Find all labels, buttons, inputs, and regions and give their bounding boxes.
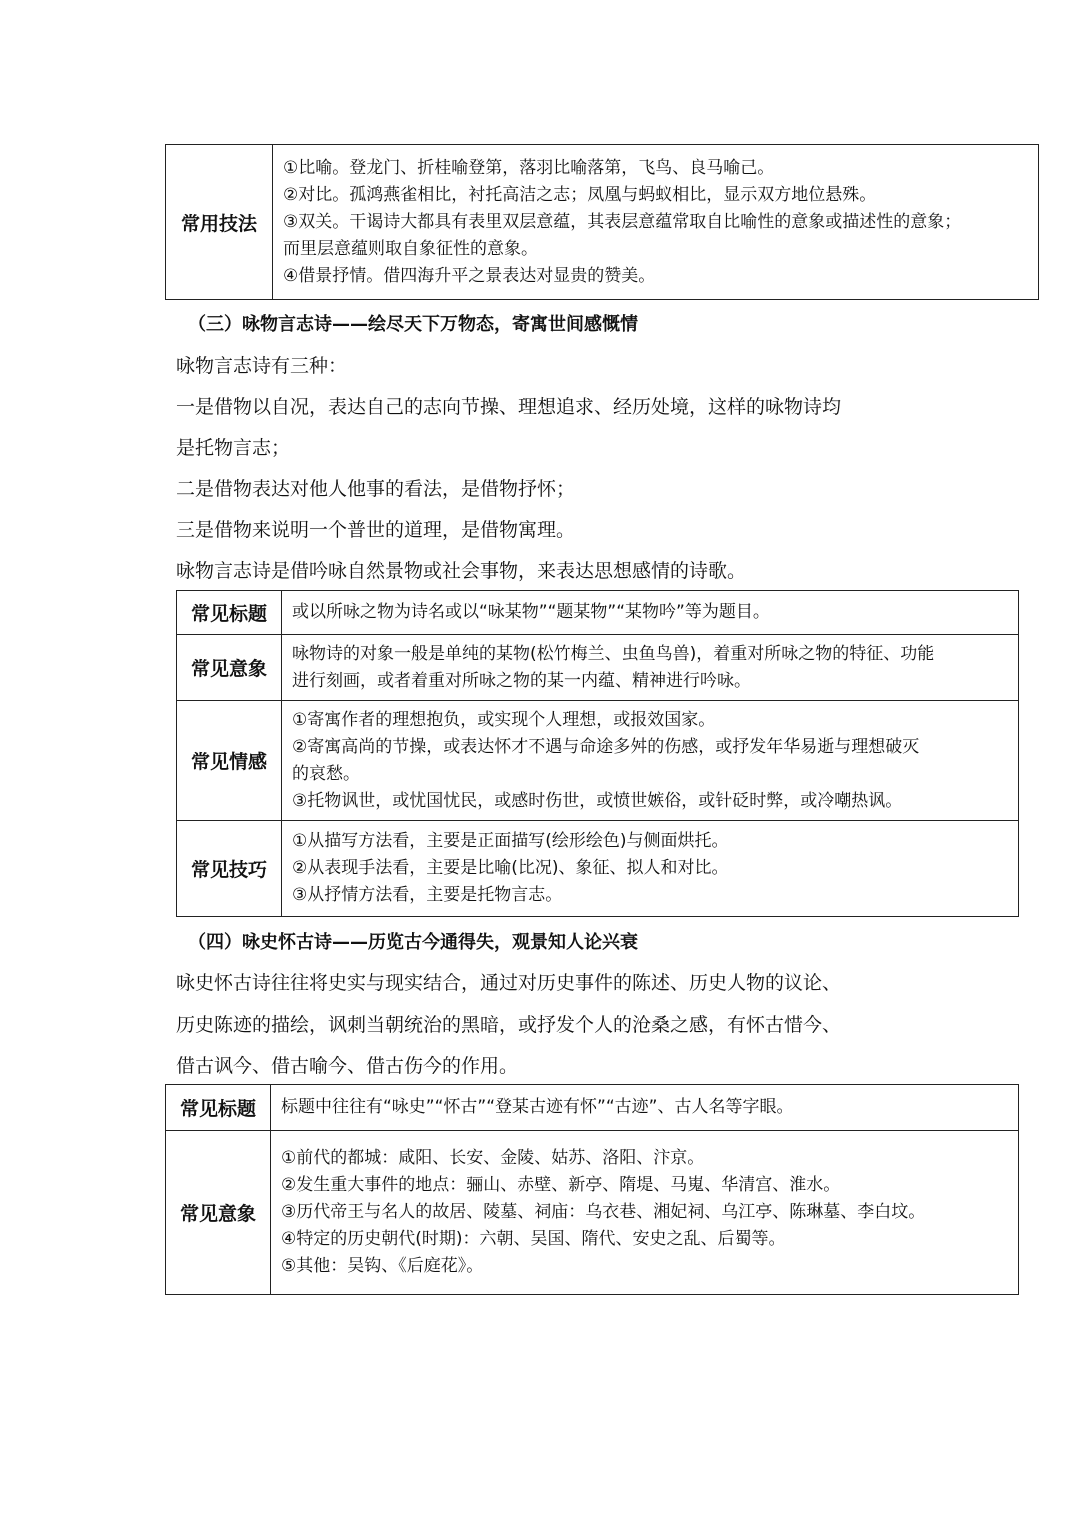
- content-line: ③双关。干谒诗大都具有表里双层意蕴，其表层意蕴常取自比喻性的意象或描述性的意象；: [283, 211, 962, 232]
- paragraph: 咏史怀古诗往往将史实与现实结合，通过对历史事件的陈述、历史人物的议论、: [176, 972, 842, 994]
- ode-poem-table: [176, 590, 1019, 917]
- section-heading-4: （四）咏史怀古诗——历览古今通得失，观景知人论兴衰: [188, 932, 638, 953]
- content-line: 的哀愁。: [292, 763, 360, 784]
- table-row: [177, 701, 1019, 821]
- content-line: ②寄寓高尚的节操，或表达怀才不遇与命途多舛的伤感，或抒发年华易逝与理想破灭: [292, 736, 920, 757]
- row-label: 常见意象: [177, 635, 282, 701]
- row-label: 常见情感: [177, 701, 282, 821]
- content-line: ③从抒情方法看，主要是托物言志。: [292, 885, 563, 905]
- table-row: [166, 145, 1039, 300]
- row-content: [271, 1131, 1019, 1295]
- content-line: ①从描写方法看，主要是正面描写(绘形绘色)与侧面烘托。: [292, 831, 729, 851]
- content-line: ①前代的都城：咸阳、长安、金陵、姑苏、洛阳、汴京。: [281, 1148, 705, 1168]
- row-content: [282, 701, 1019, 821]
- content-line: 或以所咏之物为诗名或以“咏某物”“题某物”“某物吟”等为题目。: [292, 602, 770, 622]
- row-content: [282, 821, 1019, 917]
- content-line: ①寄寓作者的理想抱负，或实现个人理想，或报效国家。: [292, 709, 716, 730]
- content-line: ④特定的历史朝代(时期)：六朝、吴国、隋代、安史之乱、后蜀等。: [281, 1229, 786, 1249]
- history-poem-table: [165, 1084, 1019, 1295]
- content-line: 标题中往往有“咏史”“怀古”“登某古迹有怀”“古迹”、古人名等字眼。: [281, 1097, 794, 1117]
- techniques-table: [165, 144, 1039, 300]
- row-label: 常见标题: [166, 1085, 271, 1131]
- row-label: 常见技巧: [177, 821, 282, 917]
- table-row: [177, 821, 1019, 917]
- row-content: [282, 591, 1019, 635]
- paragraph: 咏物言志诗有三种：: [176, 355, 348, 377]
- paragraph: 咏物言志诗是借吟咏自然景物或社会事物，来表达思想感情的诗歌。: [176, 560, 747, 582]
- table-row: [177, 591, 1019, 635]
- table-row: [166, 1085, 1019, 1131]
- paragraph: 二是借物表达对他人他事的看法，是借物抒怀；: [176, 478, 576, 500]
- row-label: 常见意象: [166, 1131, 271, 1295]
- section-heading-3: （三）咏物言志诗——绘尽天下万物态，寄寓世间感慨情: [188, 314, 638, 335]
- content-line: ①比喻。登龙门、折桂喻登第，落羽比喻落第，飞鸟、良马喻己。: [283, 157, 775, 178]
- paragraph: 一是借物以自况，表达自己的志向节操、理想追求、经历处境，这样的咏物诗均: [176, 396, 842, 418]
- content-line: ③历代帝王与名人的故居、陵墓、祠庙：乌衣巷、湘妃祠、乌江亭、陈琳墓、李白坟。: [281, 1202, 926, 1222]
- content-line: ②对比。孤鸿燕雀相比，衬托高洁之志；凤凰与蚂蚁相比，显示双方地位悬殊。: [283, 184, 877, 205]
- table-row: [177, 635, 1019, 701]
- row-label: 常用技法: [166, 145, 273, 300]
- row-content: [282, 635, 1019, 701]
- row-content: [271, 1085, 1019, 1131]
- paragraph: 借古讽今、借古喻今、借古伤今的作用。: [176, 1055, 519, 1077]
- row-label: 常见标题: [177, 591, 282, 635]
- content-line: 进行刻画，或者着重对所咏之物的某一内蕴、精神进行吟咏。: [292, 670, 751, 691]
- content-line: 而里层意蕴则取自象征性的意象。: [283, 238, 538, 259]
- paragraph: 是托物言志；: [176, 437, 291, 459]
- paragraph: 三是借物来说明一个普世的道理，是借物寓理。: [176, 519, 576, 541]
- table-row: [166, 1131, 1019, 1295]
- content-line: ②从表现手法看，主要是比喻(比况)、象征、拟人和对比。: [292, 858, 729, 878]
- content-line: ③托物讽世，或忧国忧民，或感时伤世，或愤世嫉俗，或针砭时弊，或冷嘲热讽。: [292, 790, 903, 811]
- paragraph: 历史陈迹的描绘，讽刺当朝统治的黑暗，或抒发个人的沧桑之感，有怀古惜今、: [176, 1014, 842, 1036]
- content-line: ⑤其他：吴钩、《后庭花》。: [281, 1256, 484, 1276]
- content-line: 咏物诗的对象一般是单纯的某物(松竹梅兰、虫鱼鸟兽)，着重对所咏之物的特征、功能: [292, 643, 935, 664]
- content-line: ④借景抒情。借四海升平之景表达对显贵的赞美。: [283, 265, 656, 286]
- content-line: ②发生重大事件的地点：骊山、赤壁、新亭、隋堤、马嵬、华清宫、淮水。: [281, 1175, 841, 1195]
- row-content: [273, 145, 1039, 300]
